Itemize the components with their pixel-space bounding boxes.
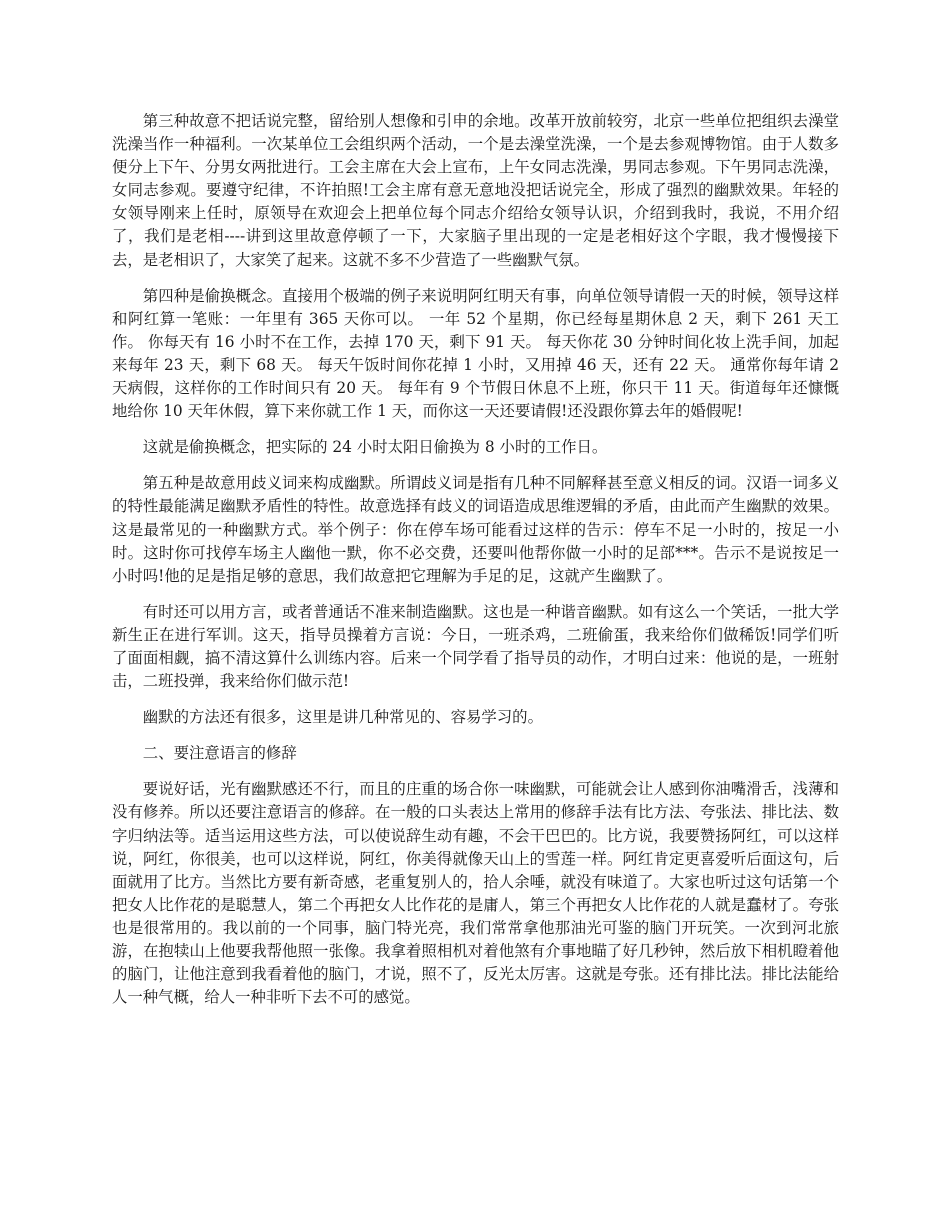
paragraph-fourth-method: 第四种是偷换概念。直接用个极端的例子来说明阿红明天有事，向单位领导请假一天的时候，领导这样和阿红算一笔账：一年里有 365 天你可以。 一年 52 个星期，你已经每星期休息 2 天，剩下 261 天工作。 你每天有 16 小时不在工作，去掉 170 天，剩下 91 天。 每天你花 30 分钟时间化妆上洗手间，加起来每年 23 天，剩下 68 天。 每天午饭时间你花掉 1 小时，又用掉 46 天，还有 22 天。 通常你每年请 2 天病假，这样你的工作时间只有 20 天。 每年有 9 个节假日休息不上班，你只干 11 天。街道每年还慷慨地给你 10 天年休假，算下来你就工作 1 天，而你这一天还要请假!还没跟你算去年的婚假呢! [112,286,839,421]
paragraph-rhetoric: 要说好话，光有幽默感还不行，而且的庄重的场合你一味幽默，可能就会让人感到你油嘴滑舌，浅薄和没有修养。所以还要注意语言的修辞。在一般的口头表达上常用的修辞手法有比方法、夸张法、排比法、数字归纳法等。适当运用这些方法，可以使说辞生动有趣，不会干巴巴的。比方说，我要赞扬阿红，可以这样说，阿红，你很美，也可以这样说，阿红，你美得就像天山上的雪莲一样。阿红肯定更喜爱听后面这句，后面就用了比方。当然比方要有新奇感，老重复别人的，拾人余唾，就没有味道了。大家也听过这句话第一个把女人比作花的是聪慧人，第二个再把女人比作花的是庸人，第三个再把女人比作花的人就是蠢材了。夸张也是很常用的。我以前的一个同事，脑门特光亮，我们常常拿他那油光可鉴的脑门开玩笑。一次到河北旅游，在抱犊山上他要我帮他照一张像。我拿着照相机对着他煞有介事地瞄了好几秒钟，然后放下相机瞪着他的脑门，让他注意到我看着他的脑门，才说，照不了，反光太厉害。这就是夸张。还有排比法。排比法能给人一种气概，给人一种非听下去不可的感觉。 [112,780,839,1007]
paragraph-humor-summary: 幽默的方法还有很多，这里是讲几种常见的、容易学习的。 [142,708,543,727]
paragraph-fifth-method: 第五种是故意用歧义词来构成幽默。所谓歧义词是指有几种不同解释甚至意义相反的词。汉语一词多义的特性最能满足幽默矛盾性的特性。故意选择有歧义的词语造成思维逻辑的矛盾，由此而产生幽默的效果。这是最常见的一种幽默方式。举个例子：你在停车场可能看过这样的告示：停车不足一小时的，按足一小时。这时你可找停车场主人幽他一默，你不必交费，还要叫他帮你做一小时的足部***。告示不是说按足一小时吗!他的足是指足够的意思，我们故意把它理解为手足的足，这就产生幽默了。 [112,474,839,585]
paragraph-concept-summary: 这就是偷换概念，把实际的 24 小时太阳日偷换为 8 小时的工作日。 [142,438,608,457]
paragraph-third-method: 第三种故意不把话说完整，留给别人想像和引申的余地。改革开放前较穷，北京一些单位把组织去澡堂洗澡当作一种福利。一次某单位工会组织两个活动，一个是去澡堂洗澡，一个是去参观博物馆。由于人数多便分上下午、分男女两批进行。工会主席在大会上宣布，上午女同志洗澡，男同志参观。下午男同志洗澡，女同志参观。要遵守纪律，不许拍照!工会主席有意无意地没把话说完全，形成了强烈的幽默效果。年轻的女领导刚来上任时，原领导在欢迎会上把单位每个同志介绍给女领导认识，介绍到我时，我说，不用介绍了，我们是老相----讲到这里故意停顿了一下，大家脑子里出现的一定是老相好这个字眼，我才慢慢接下去，是老相识了，大家笑了起来。这就不多不少营造了一些幽默气氛。 [112,112,839,269]
paragraph-dialect-humor: 有时还可以用方言，或者普通话不准来制造幽默。这也是一种谐音幽默。如有这么一个笑话，一批大学新生正在进行军训。这天，指导员操着方言说：今日，一班杀鸡，二班偷蛋，我来给你们做稀饭!同学们听了面面相觑，搞不清这算什么训练内容。后来一个同学看了指导员的动作，才明白过来：他说的是，一班射击，二班投弹，我来给你们做示范! [112,602,839,691]
document-page [112,110,839,1022]
section-heading-rhetoric: 二、要注意语言的修辞 [142,744,297,763]
